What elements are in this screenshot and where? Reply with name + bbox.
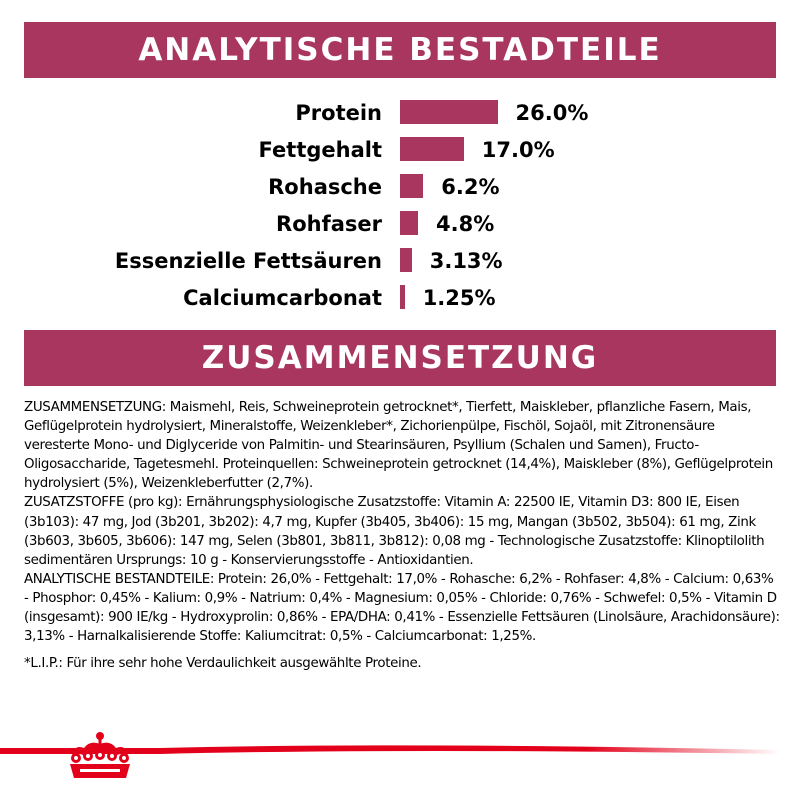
chart-value-label: 3.13% [429,249,503,273]
chart-bar [400,285,405,309]
composition-paragraph-additives: ZUSATZSTOFFE (pro kg): Ernährungsphysiologische Zusatzstoffe: Vitamin A: 22500 IE, Vitamin D3: 800 IE, Eisen (3b103): 47 mg, Jod (3b201, 3b202): 4,7 mg, Kupfer (3b405, 3b406): 15 mg, Mangan (3b502, 3b504): 61 mg, Zink (3b603, 3b605, 3b606): 147 mg, Selen (3b801, 3b811, 3b812): 0,08 mg - Technologische Zusatzstoffe: Klinoptilolith sedimentären Ursprungs: 10 g - Konservierungsstoffe - Antioxidantien. [24,495,765,568]
chart-bar [400,211,418,235]
chart-value-label: 1.25% [422,286,496,310]
chart-category-label: Fettgehalt [258,138,382,162]
chart-row [0,132,800,168]
chart-bar [400,174,423,198]
analysis-title-banner [24,22,776,78]
chart-category-label: Protein [295,101,382,125]
composition-paragraph-ingredients: ZUSAMMENSETZUNG: Maismehl, Reis, Schweineprotein getrocknet*, Tierfett, Maiskleber, pflanzliche Fasern, Mais, Geflügelprotein hydrolysiert, Mineralstoffe, Weizenkleber*, Zichorienpülpe, Fischöl, Sojaöl, mit Zitronensäure veresterte Mono- und Diglyceride von Palmitin- und Stearinsäuren, Psyllium (Schalen und Samen), Fructo-Oligosaccharide, Tagetesmehl. Proteinquellen: Schweineprotein getrocknet (14,4%), Maiskleber (8%), Geflügelprotein hydrolysiert (5%), Weizenkleberfutter (2,7%). [24,400,773,492]
chart-value-label: 6.2% [441,175,500,199]
chart-category-label: Essenzielle Fettsäuren [114,249,382,273]
chart-row [0,280,800,316]
crown-icon [60,728,140,788]
composition-title-banner [24,330,776,386]
chart-bar [400,248,412,272]
chart-value-label: 4.8% [436,212,495,236]
chart-category-label: Rohfaser [276,212,382,236]
composition-text [24,398,780,673]
chart-row [0,95,800,131]
analysis-title: ANALYTISCHE BESTADTEILE [138,32,662,68]
composition-paragraph-analysis: ANALYTISCHE BESTANDTEILE: Protein: 26,0% - Fettgehalt: 17,0% - Rohasche: 6,2% - Rohfaser: 4,8% - Calcium: 0,63% - Phosphor: 0,45% - Kalium: 0,9% - Natrium: 0,4% - Magnesium: 0,05% - Chloride: 0,76% - Schwefel: 0,5% - Vitamin D (insgesamt): 900 IE/kg - Hydroxyprolin: 0,86% - EPA/DHA: 0,41% - Essenzielle Fettsäuren (Linolsäure, Arachidonsäure): 3,13% - Harnalkalisierende Stoffe: Kaliumcitrat: 0,5% - Calciumcarbonat: 1,25%. [24,571,780,645]
chart-row [0,206,800,242]
composition-footnote: *L.I.P.: Für ihre sehr hohe Verdaulichkeit ausgewählte Proteine. [24,656,422,672]
composition-title: ZUSAMMENSETZUNG [201,340,599,376]
chart-bar [400,137,464,161]
chart-row [0,169,800,205]
chart-bar [400,100,498,124]
chart-category-label: Rohasche [268,175,382,199]
chart-category-label: Calciumcarbonat [183,286,382,310]
chart-row [0,243,800,279]
chart-value-label: 17.0% [481,138,555,162]
chart-value-label: 26.0% [515,101,589,125]
analysis-bar-chart [0,95,800,315]
